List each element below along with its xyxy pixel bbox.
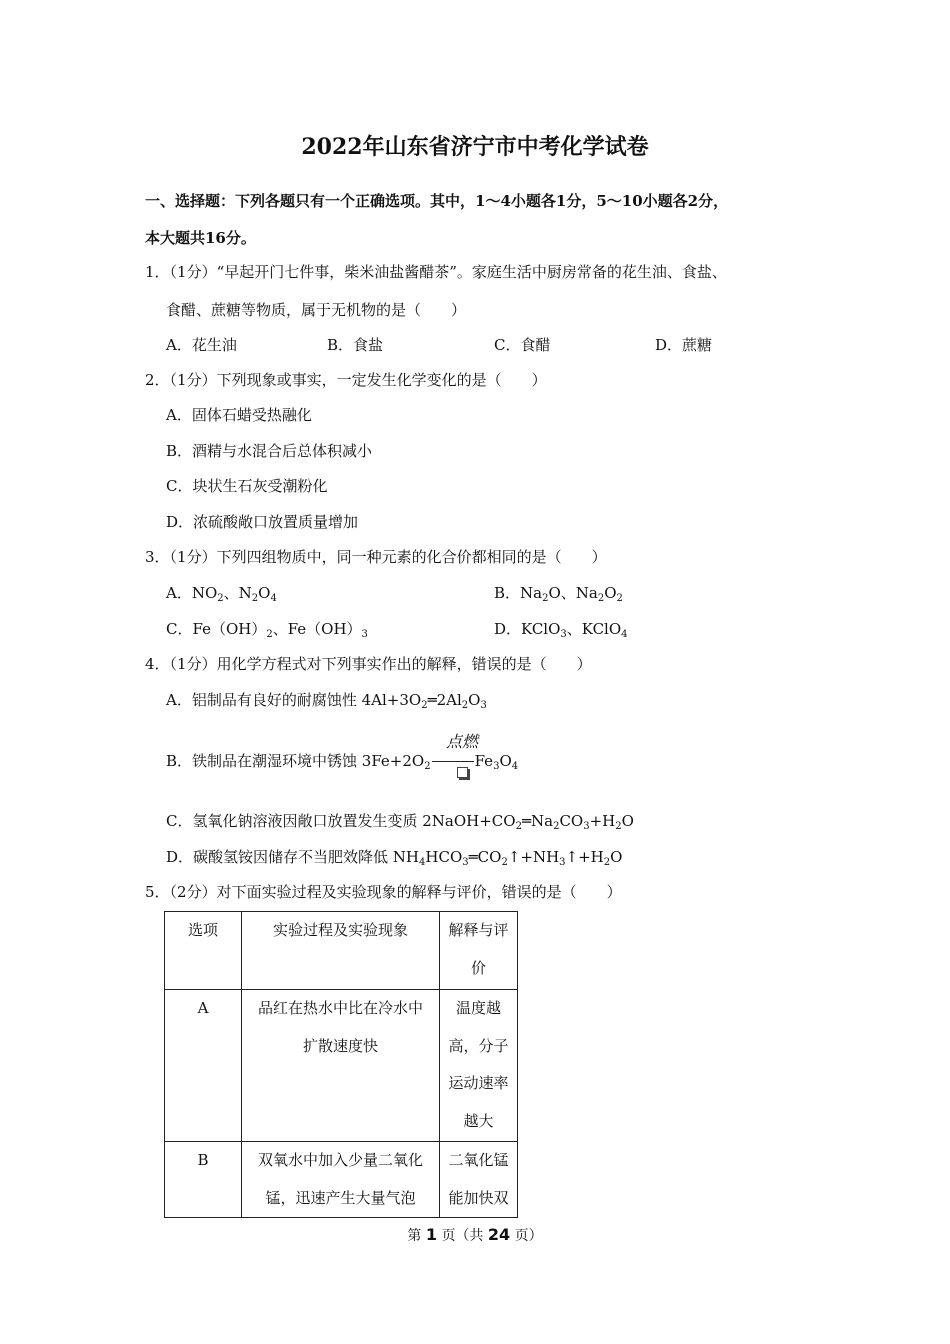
table-row: [165, 1142, 518, 1218]
q1-stem-line2: 食醋、蔗糖等物质，属于无机物的是（ ）: [166, 301, 467, 319]
q1-option-d[interactable]: D．蔗糖: [655, 336, 713, 354]
q1-option-a[interactable]: A．花生油: [166, 336, 237, 354]
q2-option-d[interactable]: D．浓硫酸敞口放置质量增加: [166, 513, 359, 531]
q4-stem: 4．（1分）用化学方程式对下列事实作出的解释，错误的是（ ）: [145, 655, 592, 673]
q4-option-b[interactable]: B．铁制品在潮湿环境中锈蚀 $3Fe+2O_2$ $Fe_3O_4$: [166, 752, 519, 772]
section-header-line1: 一、选择题：下列各题只有一个正确选项。其中，1～4小题各1分，5～10小题各2分，: [145, 192, 729, 210]
header-option: 选项: [165, 912, 242, 990]
q1-stem-line1: 1．（1分）“早起开门七件事，柴米油盐酱醋茶”。家庭生活中厨房常备的花生油、食盐、: [145, 263, 727, 281]
q3-option-d[interactable]: D．KClO$_3$、KClO$_4$: [494, 620, 628, 640]
row-a-option: A: [165, 990, 242, 1142]
q3-option-c[interactable]: C．$Fe(OH)_2$、$Fe(OH)_3$: [166, 620, 368, 640]
row-b-process: 双氧水中加入少量二氧化 锰，迅速产生大量气泡: [242, 1142, 440, 1218]
q3-option-b[interactable]: B．$Na_2O$、$Na_2O_2$: [494, 584, 623, 604]
q4-option-a[interactable]: A．铝制品有良好的耐腐蚀性 $4Al+3O_2═2Al_2O_3$: [166, 691, 487, 711]
q4-option-d[interactable]: D．碳酸氢铵因储存不当肥效降低 $NH_4HCO_3═CO_2↑+NH_3↑+H_2O$: [166, 848, 623, 868]
table-header-row: [165, 912, 518, 990]
q4-b-reaction-condition: 点燃: [446, 732, 479, 751]
q3-stem: 3．（1分）下列四组物质中，同一种元素的化合价都相同的是（ ）: [145, 548, 607, 566]
checkbox-symbol-icon: [457, 767, 468, 778]
row-b-option: B: [165, 1142, 242, 1218]
page-footer: 第 1 页（共 24 页）: [407, 1225, 543, 1244]
q1-option-b[interactable]: B．食盐: [327, 336, 384, 354]
table-row: [165, 990, 518, 1142]
q2-option-a[interactable]: A．固体石蜡受热融化: [166, 406, 312, 424]
page-title: 2022年山东省济宁市中考化学试卷: [301, 134, 649, 160]
q2-stem: 2．（1分）下列现象或事实，一定发生化学变化的是（ ）: [145, 371, 547, 389]
q5-stem: 5．（2分）对下面实验过程及实验现象的解释与评价，错误的是（ ）: [145, 883, 622, 901]
q5-table: [164, 911, 518, 1218]
row-b-eval: 二氧化锰 能加快双: [440, 1142, 518, 1218]
q3-option-a[interactable]: A．$NO_2$、$N_2O_4$: [166, 584, 277, 604]
row-a-process: 品红在热水中比在冷水中 扩散速度快: [242, 990, 440, 1142]
row-a-eval: 温度越 高，分子 运动速率 越大: [440, 990, 518, 1142]
section-header-line2: 本大题共16分。: [145, 229, 256, 247]
header-eval: 解释与评价: [440, 912, 518, 990]
q1-option-c[interactable]: C．食醋: [494, 336, 551, 354]
q2-option-c[interactable]: C．块状生石灰受潮粉化: [166, 477, 328, 495]
header-process: 实验过程及实验现象: [242, 912, 440, 990]
q2-option-b[interactable]: B．酒精与水混合后总体积减小: [166, 442, 373, 460]
q4-option-c[interactable]: C．氢氧化钠溶液因敞口放置发生变质 $2NaOH+CO_2═Na_2CO_3+H_2O$: [166, 812, 634, 832]
